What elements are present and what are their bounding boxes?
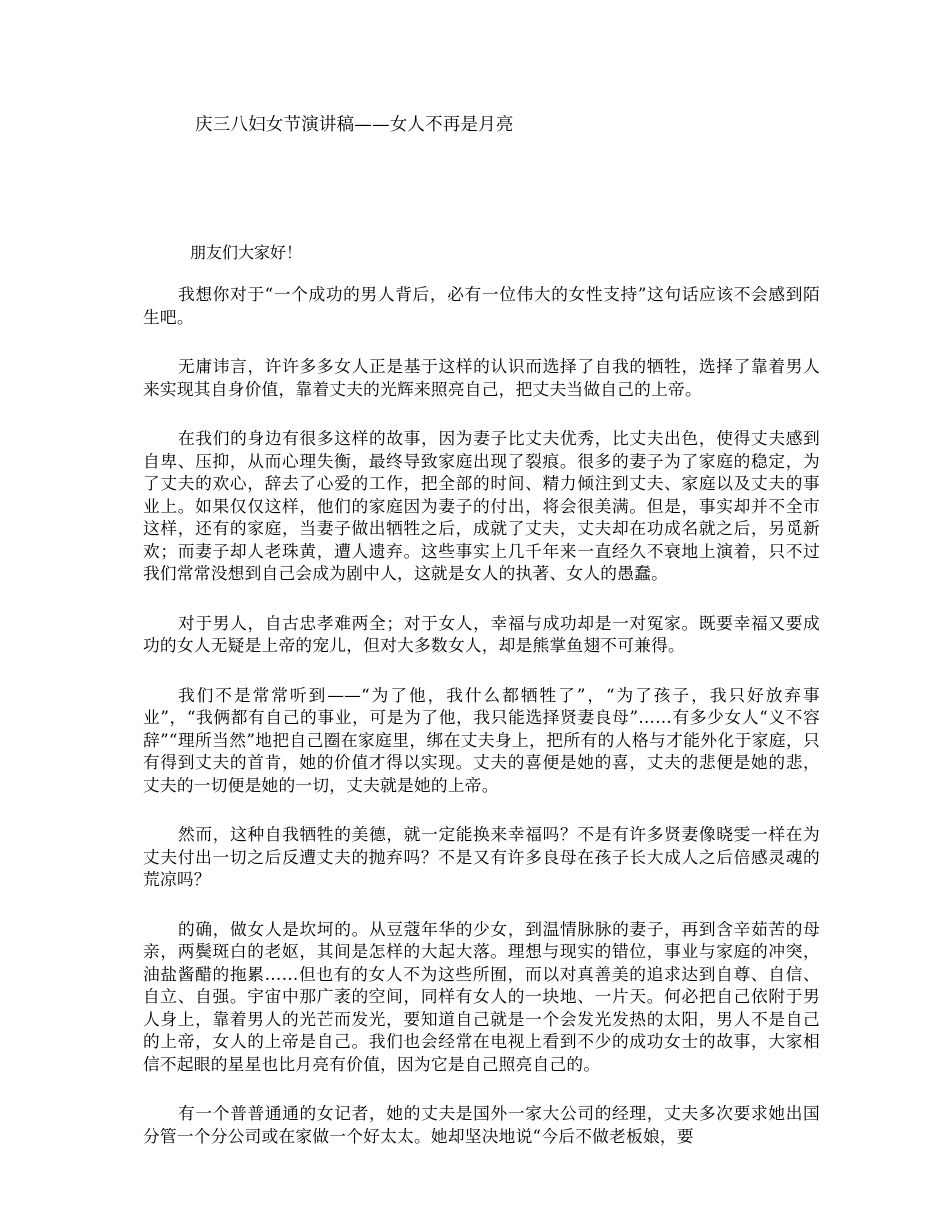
paragraph: 对于男人，自古忠孝难两全；对于女人，幸福与成功却是一对冤家。既要幸福又要成功的女人无疑是上帝的宠儿，但对大多数女人，却是熊掌鱼翅不可兼得。	[143, 612, 820, 655]
paragraph: 的确，做女人是坎坷的。从豆蔻年华的少女，到温情脉脉的妻子，再到含辛茹苦的母亲，两鬓斑白的老妪，其间是怎样的大起大落。理想与现实的错位，事业与家庭的冲突，油盐酱醋的拖累……但也有的女人不为这些所囿，而以对真善美的追求达到自尊、自信、自立、自强。宇宙中那广袤的空间，同样有女人的一块地、一片天。何必把自己依附于男人身上，靠着男人的光芒而发光，要知道自己就是一个会发光发热的太阳，男人不是自己的上帝，女人的上帝是自己。我们也会经常在电视上看到不少的成功女士的故事，大家相信不起眼的星星也比月亮有价值，因为它是自己照亮自己的。	[143, 918, 820, 1074]
paragraph: 然而，这种自我牺牲的美德，就一定能换来幸福吗？不是有许多贤妻像晓雯一样在为丈夫付出一切之后反遭丈夫的抛弃吗？不是又有许多良母在孩子长大成人之后倍感灵魂的荒凉吗？	[143, 824, 820, 889]
paragraph: 有一个普普通通的女记者，她的丈夫是国外一家大公司的经理，丈夫多次要求她出国分管一个分公司或在家做一个好太太。她却坚决地说“今后不做老板娘，要	[143, 1103, 820, 1146]
paragraph: 我们不是常常听到——“为了他，我什么都牺牲了”，“为了孩子，我只好放弃事业”，“我俩都有自己的事业，可是为了他，我只能选择贤妻良母”……有多少女人“义不容辞”“理所当然”地把自己圈在家庭里，绑在丈夫身上，把所有的人格与才能外化于家庭，只有得到丈夫的首肯，她的价值才得以实现。丈夫的喜便是她的喜，丈夫的悲便是她的悲，丈夫的一切便是她的一切，丈夫就是她的上帝。	[143, 684, 820, 795]
paragraph: 在我们的身边有很多这样的故事，因为妻子比丈夫优秀，比丈夫出色，使得丈夫感到自卑、压抑，从而心理失衡，最终导致家庭出现了裂痕。很多的妻子为了家庭的稳定，为了丈夫的欢心，辞去了心爱的工作，把全部的时间、精力倾注到丈夫、家庭以及丈夫的事业上。如果仅仅这样，他们的家庭因为妻子的付出，将会很美满。但是，事实却并不全市这样，还有的家庭，当妻子做出牺牲之后，成就了丈夫，丈夫却在功成名就之后，另觅新欢；而妻子却人老珠黄，遭人遗弃。这些事实上几千年来一直经久不衰地上演着，只不过我们常常没想到自己会成为剧中人，这就是女人的执著、女人的愚蠢。	[143, 428, 820, 583]
paragraph: 无庸讳言，许许多多女人正是基于这样的认识而选择了自我的牺牲，选择了靠着男人来实现其自身价值，靠着丈夫的光辉来照亮自己，把丈夫当做自己的上帝。	[143, 356, 820, 399]
paragraph: 我想你对于“一个成功的男人背后，必有一位伟大的女性支持”这句话应该不会感到陌生吧。	[143, 284, 820, 327]
greeting-line: 朋友们大家好！	[190, 243, 303, 262]
document-body	[143, 283, 820, 1174]
document-title: 庆三八妇女节演讲稿——女人不再是月亮	[195, 115, 514, 135]
